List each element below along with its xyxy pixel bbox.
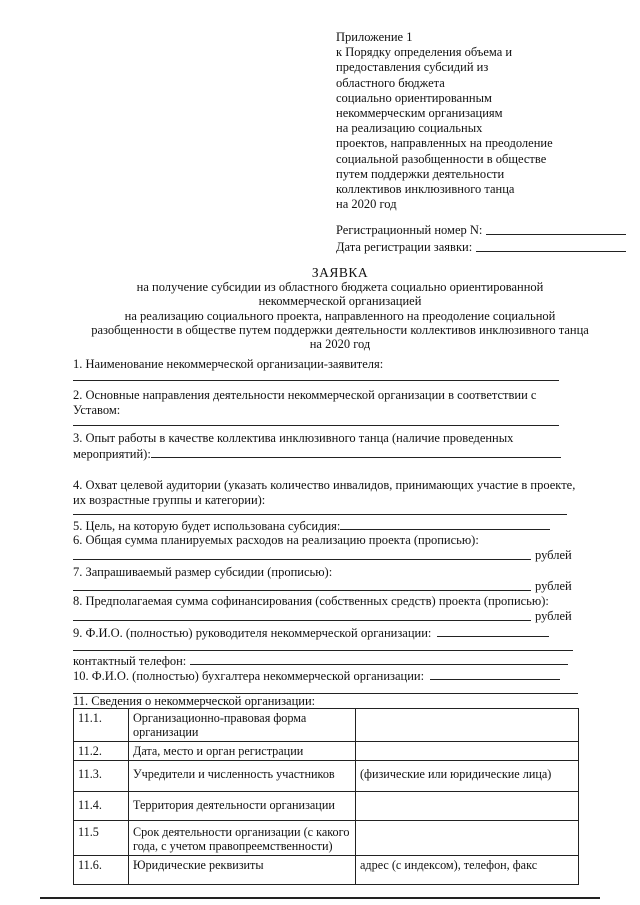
appendix-line: Приложение 1	[336, 30, 413, 44]
table-row	[74, 709, 579, 742]
row-number: 11.4.	[74, 792, 129, 821]
contact-phone-field[interactable]	[190, 653, 568, 665]
row-value[interactable]: (физические или юридические лица)	[356, 761, 579, 792]
row-label: Юридические реквизиты	[129, 856, 356, 885]
row-value[interactable]	[356, 792, 579, 821]
row-number: 11.5	[74, 821, 129, 856]
answer-line-4[interactable]	[73, 514, 567, 515]
row-label: Срок деятельности организации (с какого года, с учетом правопреемственности)	[129, 821, 356, 856]
question-3-line: 3. Опыт работы в качестве коллектива инклюзивного танца (наличие проведенных	[73, 431, 514, 445]
answer-line-10[interactable]	[430, 668, 560, 680]
table-row	[74, 761, 579, 792]
table-row	[74, 792, 579, 821]
registration-date-field[interactable]	[476, 239, 626, 252]
row-number: 11.3.	[74, 761, 129, 792]
question-10-label: 10. Ф.И.О. (полностью) бухгалтера некоммерческой организации:	[73, 669, 425, 683]
answer-line-7[interactable]	[73, 590, 531, 591]
currency-label: рублей	[535, 548, 572, 562]
row-label: Учредители и численность участников	[129, 761, 356, 792]
question-4-line: 4. Охват целевой аудитории (указать количество инвалидов, принимающих участие в проекте,	[73, 478, 576, 492]
row-number: 11.2.	[74, 742, 129, 761]
row-value[interactable]	[356, 709, 579, 742]
appendix-line: на 2020 год	[336, 197, 397, 212]
appendix-line: социальной разобщенности в обществе	[336, 151, 547, 166]
row-label: Дата, место и орган регистрации	[129, 742, 356, 761]
contact-phone	[73, 653, 573, 669]
question-8: 8. Предполагаемая сумма софинансирования (собственных средств) проекта (прописью):	[73, 594, 549, 608]
answer-line-8[interactable]	[73, 620, 531, 621]
question-2-line: 2. Основные направления деятельности некоммерческой организации в соответствии с	[73, 388, 537, 402]
title-line: на реализацию социального проекта, направленного на преодоление социальной	[124, 308, 556, 323]
title-heading: ЗАЯВКА	[311, 265, 369, 280]
question-11: 11. Сведения о некоммерческой организации:	[73, 694, 316, 708]
organization-info-table	[73, 708, 579, 885]
answer-line-5[interactable]	[340, 518, 550, 530]
row-label: Организационно-правовая форма организации	[129, 709, 356, 742]
answer-line-1[interactable]	[73, 380, 559, 381]
row-value[interactable]	[356, 742, 579, 761]
answer-line-9b[interactable]	[73, 650, 573, 651]
registration-number-field[interactable]	[486, 222, 626, 235]
appendix-line: проектов, направленных на преодоление	[336, 136, 553, 151]
question-10	[73, 668, 573, 684]
table-row	[74, 821, 579, 856]
question-2	[73, 388, 573, 417]
answer-line-3[interactable]	[151, 446, 561, 458]
registration-date-label: Дата регистрации заявки:	[336, 240, 473, 254]
currency-label: рублей	[535, 579, 572, 593]
question-7: 7. Запрашиваемый размер субсидии (прописью):	[73, 565, 333, 579]
contact-phone-label: контактный телефон:	[73, 654, 187, 668]
question-6: 6. Общая сумма планируемых расходов на реализацию проекта (прописью):	[73, 533, 479, 547]
title-line: на 2020 год	[309, 337, 371, 352]
answer-line-6[interactable]	[73, 559, 531, 560]
appendix-line: коллективов инклюзивного танца	[336, 182, 515, 197]
answer-line-9[interactable]	[437, 625, 549, 637]
question-4-line: их возрастные группы и категории):	[73, 492, 266, 507]
table-row	[74, 742, 579, 761]
question-5-label: 5. Цель, на которую будет использована субсидия:	[73, 519, 341, 533]
row-number: 11.1.	[74, 709, 129, 742]
row-label: Территория деятельности организации	[129, 792, 356, 821]
registration-block	[336, 222, 626, 256]
application-title	[90, 266, 590, 351]
appendix-line: некоммерческим организациям	[336, 106, 503, 121]
appendix-line: к Порядку определения объема и	[336, 45, 513, 60]
question-1: 1. Наименование некоммерческой организации-заявителя:	[73, 357, 384, 371]
question-5	[73, 518, 573, 534]
row-value[interactable]: адрес (с индексом), телефон, факс	[356, 856, 579, 885]
appendix-header	[336, 30, 636, 212]
appendix-line: путем поддержки деятельности	[336, 166, 505, 181]
appendix-line: социально ориентированным	[336, 90, 492, 105]
question-3-line: мероприятий):	[73, 446, 151, 461]
page-bottom-rule	[40, 897, 600, 899]
registration-number-label: Регистрационный номер N:	[336, 223, 483, 237]
title-line: на получение субсидии из областного бюджета социально ориентированной	[136, 280, 544, 295]
table-row	[74, 856, 579, 885]
appendix-line: предоставления субсидий из	[336, 60, 489, 75]
question-2-line: Уставом:	[73, 402, 121, 417]
row-value[interactable]	[356, 821, 579, 856]
question-9-label: 9. Ф.И.О. (полностью) руководителя некоммерческой организации:	[73, 626, 432, 640]
question-3	[73, 431, 573, 461]
appendix-line: областного бюджета	[336, 75, 445, 90]
appendix-line: на реализацию социальных	[336, 121, 483, 136]
question-4	[73, 478, 593, 507]
title-line: разобщенности в обществе путем поддержки деятельности коллективов инклюзивного танца	[91, 322, 589, 337]
row-number: 11.6.	[74, 856, 129, 885]
answer-line-2[interactable]	[73, 425, 559, 426]
title-line: некоммерческой организацией	[258, 294, 422, 309]
currency-label: рублей	[535, 609, 572, 623]
question-9	[73, 625, 573, 641]
